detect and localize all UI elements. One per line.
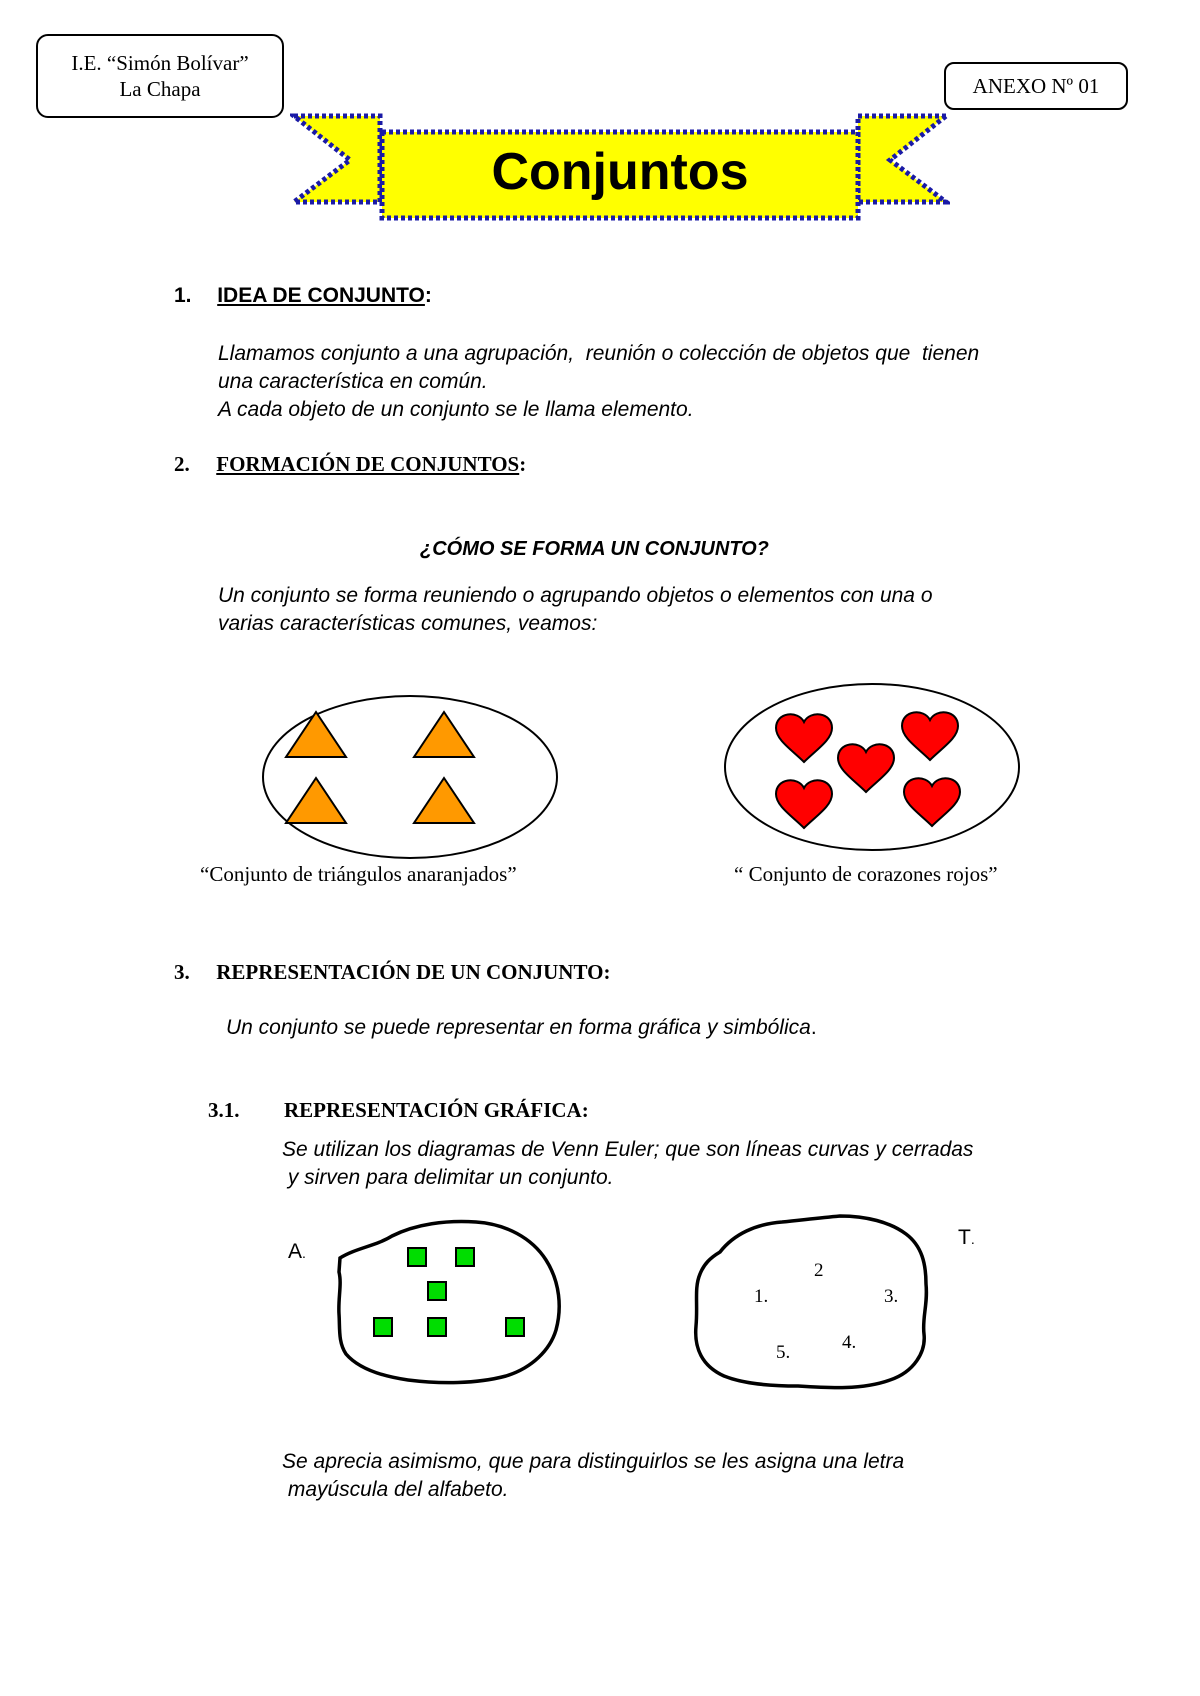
section-1-body	[218, 340, 1138, 424]
section-3-number: 3.	[174, 960, 190, 984]
section-31-line-1: Se utilizan los diagramas de Venn Euler; que son líneas curvas y cerradas	[282, 1138, 974, 1161]
square-element	[456, 1248, 474, 1266]
square-element	[428, 1318, 446, 1336]
section-2-number: 2.	[174, 452, 190, 476]
section-31-line-2: y sirven para delimitar un conjunto.	[282, 1166, 614, 1189]
square-element	[506, 1318, 524, 1336]
section-2-line-1: Un conjunto se forma reuniendo o agrupando objetos o elementos con una o	[218, 584, 933, 607]
section-2-title: FORMACIÓN DE CONJUNTOS	[216, 452, 520, 476]
section-31-heading	[208, 1098, 589, 1123]
section-2-question: ¿CÓMO SE FORMA UN CONJUNTO?	[420, 538, 769, 560]
set-t-element: 5.	[776, 1342, 791, 1363]
closing-line-2: mayúscula del alfabeto.	[282, 1478, 509, 1501]
section-1-number: 1.	[174, 284, 192, 307]
section-1-line-3: A cada objeto de un conjunto se le llama elemento.	[218, 398, 694, 421]
square-element	[428, 1282, 446, 1300]
heart-set-diagram	[722, 680, 1022, 854]
annex-box	[944, 62, 1128, 110]
section-2-colon: :	[519, 452, 527, 476]
set-t-element: 3.	[884, 1286, 899, 1307]
section-3-title: REPRESENTACIÓN DE UN CONJUNTO:	[216, 960, 611, 984]
page-title: Conjuntos	[491, 143, 749, 201]
closing-line-1: Se aprecia asimismo, que para distinguirlos se les asigna una letra	[282, 1450, 905, 1473]
section-1-line-1: Llamamos conjunto a una agrupación, reunión o colección de objetos que tienen	[218, 342, 980, 365]
section-1-colon: :	[424, 284, 432, 307]
school-location: La Chapa	[119, 77, 201, 101]
set-t-element: 1.	[754, 1286, 769, 1307]
banner-ribbon-left	[294, 116, 380, 202]
triangle-set-ellipse	[263, 696, 557, 858]
section-31-closing	[282, 1448, 1142, 1504]
triangle-set-diagram	[260, 692, 560, 862]
set-t-label: T.	[958, 1226, 975, 1249]
banner-ribbon-right	[858, 116, 946, 202]
section-3-line-1: Un conjunto se puede representar en forma gráfica y simbólica	[226, 1016, 811, 1039]
section-3-line-1-end: .	[810, 1016, 817, 1039]
section-2-heading	[174, 452, 526, 477]
section-3-heading	[174, 960, 610, 985]
set-t-element: 4.	[842, 1332, 857, 1353]
school-name: I.E. “Simón Bolívar”	[71, 51, 249, 75]
set-t-element: 2	[814, 1260, 824, 1281]
section-1-line-2: una característica en común.	[218, 370, 488, 393]
square-element	[374, 1318, 392, 1336]
set-t-diagram	[690, 1212, 936, 1398]
square-element	[408, 1248, 426, 1266]
heart-set-caption: “ Conjunto de corazones rojos”	[734, 862, 998, 886]
set-a-diagram	[336, 1218, 564, 1386]
annex-label: ANEXO Nº 01	[972, 74, 1100, 98]
section-2-body	[218, 582, 1138, 638]
section-31-title: REPRESENTACIÓN GRÁFICA:	[284, 1098, 589, 1122]
section-1-title: IDEA DE CONJUNTO	[217, 284, 425, 307]
triangle-set-caption: “Conjunto de triángulos anaranjados”	[200, 862, 517, 886]
school-box	[36, 34, 284, 118]
section-31-number: 3.1.	[208, 1098, 240, 1122]
section-2-line-2: varias características comunes, veamos:	[218, 612, 598, 635]
section-31-body	[282, 1136, 1142, 1192]
section-1-heading	[174, 284, 432, 308]
set-a-label: A.	[288, 1240, 306, 1263]
section-3-body	[226, 1014, 817, 1042]
set-a-boundary	[339, 1222, 559, 1383]
